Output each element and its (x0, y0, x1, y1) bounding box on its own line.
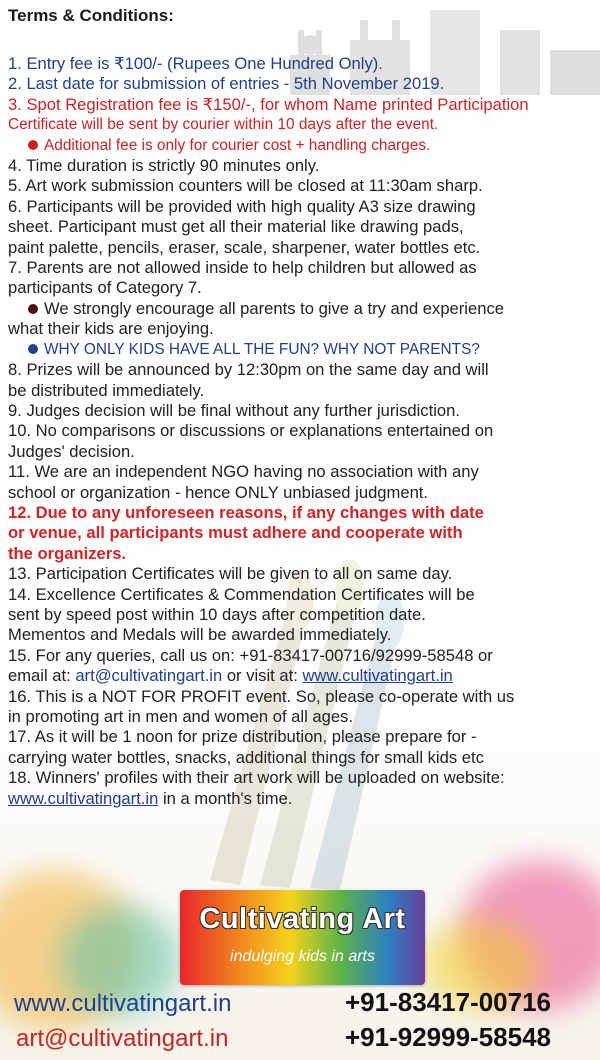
bullet-icon (28, 140, 38, 150)
term-11: 11. We are an independent NGO having no association with any (8, 462, 479, 482)
footer-email-link[interactable]: art@cultivatingart.in (16, 1025, 229, 1052)
page-title: Terms & Conditions: (8, 6, 174, 25)
term-7-note-line: what their kids are enjoying. (8, 319, 214, 339)
term-7: 7. Parents are not allowed inside to help children but allowed as (8, 258, 477, 278)
terms-list (8, 54, 598, 809)
term-12-line: or venue, all participants must adhere and cooperate with (8, 523, 463, 543)
term-15-line (8, 666, 598, 686)
term-13: 13. Participation Certificates will be given to all on same day. (8, 564, 453, 584)
term-17-line: carrying water bottles, snacks, additional things for small kids etc (8, 747, 484, 767)
logo-title: Cultivating Art (199, 903, 406, 935)
footer-phone-2[interactable]: +91-92999-58548 (345, 1022, 552, 1052)
footer-website-link[interactable]: www.cultivatingart.in (14, 990, 232, 1017)
term-7-note (8, 299, 598, 319)
term-11-line: school or organization - hence ONLY unbiased judgment. (8, 482, 429, 502)
term-17: 17. As it will be 1 noon for prize distribution, please prepare for - (8, 727, 477, 747)
term-3-note (8, 136, 598, 156)
term-3-line: Certificate will be sent by courier within 10 days after the event. (8, 116, 439, 134)
term-5: 5. Art work submission counters will be closed at 11:30am sharp. (8, 176, 483, 196)
term-16: 16. This is a NOT FOR PROFIT event. So, please co-operate with us (8, 686, 515, 706)
bullet-icon (28, 344, 38, 354)
term-15-text: email at: (8, 666, 76, 686)
term-10-line: Judges' decision. (8, 441, 135, 461)
term-14-line: Mementos and Medals will be awarded immediately. (8, 625, 392, 645)
term-10: 10. No comparisons or discussions or explanations entertained on (8, 421, 494, 441)
term-16-line: in promoting art in men and women of all ages. (8, 707, 353, 726)
term-9: 9. Judges decision will be final without any further jurisdiction. (8, 400, 460, 420)
cultivating-art-logo (180, 890, 425, 985)
term-2: 2. Last date for submission of entries - 5th November 2019. (8, 74, 445, 94)
term-7-slogan-text: WHY ONLY KIDS HAVE ALL THE FUN? WHY NOT PARENTS? (44, 340, 480, 358)
term-18-text: in a month's time. (158, 788, 293, 808)
term-7-slogan (8, 340, 598, 360)
term-14: 14. Excellence Certificates & Commendation Certificates will be (8, 584, 475, 604)
term-6: 6. Participants will be provided with high quality A3 size drawing (8, 196, 476, 216)
term-3-note-text: Additional fee is only for courier cost + handling charges. (44, 136, 431, 154)
term-6-line: paint palette, pencils, eraser, scale, sharpener, water bottles etc. (8, 237, 481, 257)
term-8-line: be distributed immediately. (8, 380, 205, 400)
term-1: 1. Entry fee is ₹100/- (Rupees One Hundred Only). (8, 54, 383, 73)
term-7-line: participants of Category 7. (8, 278, 202, 298)
term-3: 3. Spot Registration fee is ₹150/-, for whom Name printed Participation (8, 94, 529, 114)
term-6-line: sheet. Participant must get all their material like drawing pads, (8, 217, 464, 237)
term-15-text: or visit at: (222, 666, 303, 686)
term-4: 4. Time duration is strictly 90 minutes only. (8, 156, 320, 176)
term-12-line: the organizers. (8, 543, 127, 563)
logo-tagline: indulging kids in arts (230, 948, 375, 965)
term-12: 12. Due to any unforeseen reasons, if any changes with date (8, 502, 484, 522)
bullet-icon (28, 304, 38, 314)
website-link[interactable]: www.cultivatingart.in (302, 666, 453, 686)
term-18-line (8, 789, 598, 809)
email-link[interactable]: art@cultivatingart.in (75, 666, 223, 686)
term-7-note-text: We strongly encourage all parents to give a try and experience (44, 298, 504, 318)
term-18: 18. Winners' profiles with their art work will be uploaded on website: (8, 768, 505, 788)
term-14-line: sent by speed post within 10 days after competition date. (8, 604, 426, 624)
footer-phone-1[interactable]: +91-83417-00716 (345, 987, 552, 1017)
website-link[interactable]: www.cultivatingart.in (8, 788, 159, 808)
term-8: 8. Prizes will be announced by 12:30pm on the same day and will (8, 360, 489, 380)
term-15: 15. For any queries, call us on: +91-83417-00716/92999-58548 or (8, 645, 493, 665)
